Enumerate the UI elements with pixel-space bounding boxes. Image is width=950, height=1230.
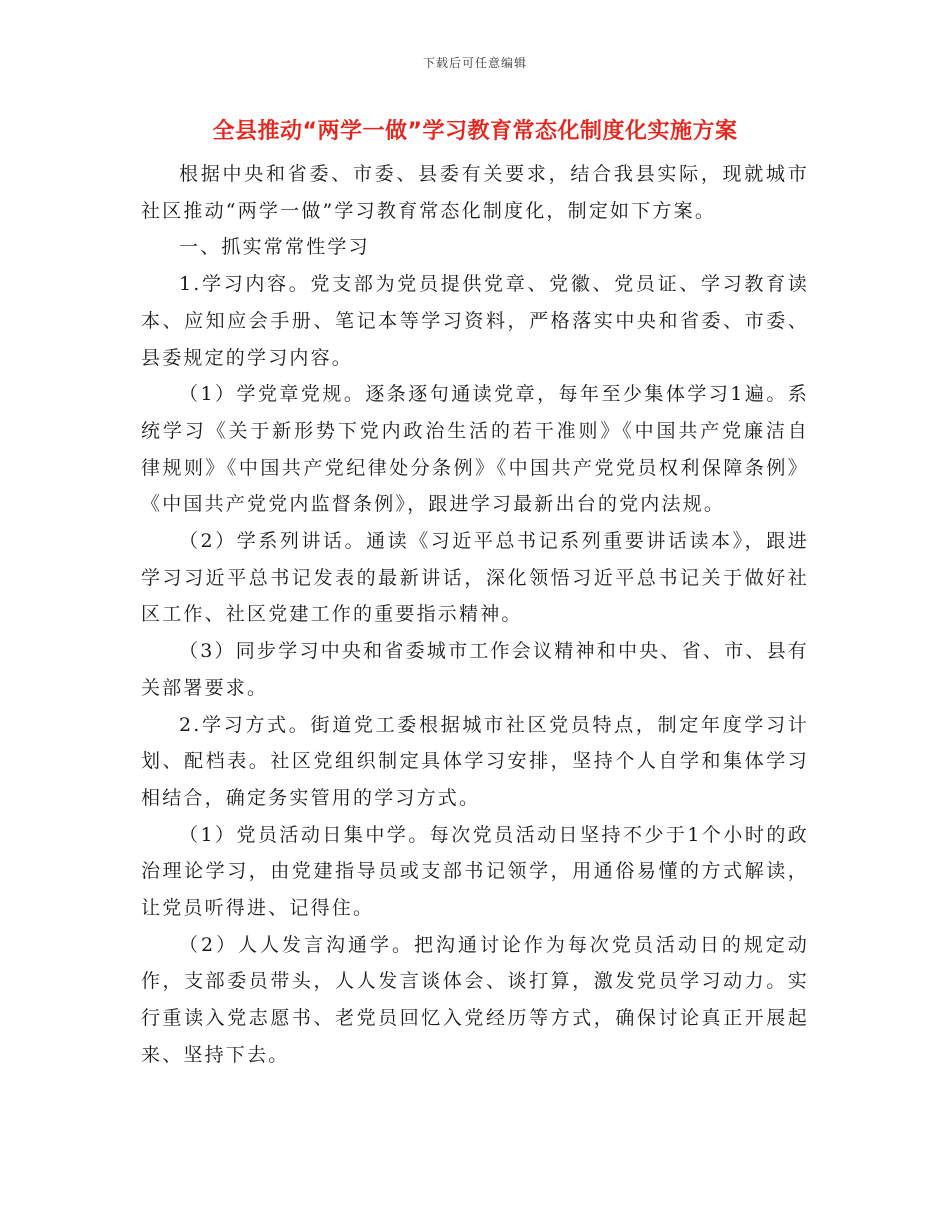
header-note: 下载后可任意编辑 <box>422 56 527 70</box>
paragraph-study-method: 2.学习方式。街道党工委根据城市社区党员特点，制定年度学习计划、配档表。社区党组织制定具体学习安排，坚持个人自学和集体学习相结合，确定务实管用的学习方式。 <box>141 713 809 809</box>
document-title: 全县推动“两学一做”学习教育常态化制度化实施方案 <box>212 119 738 144</box>
document-body <box>141 156 809 1074</box>
section-heading-1: 一、抓实常常性学习 <box>179 236 370 259</box>
paragraph-intro: 根据中央和省委、市委、县委有关要求，结合我县实际，现就城市社区推动“两学一做”学习教育常态化制度化，制定如下方案。 <box>141 163 809 222</box>
paragraph-party-rules: （1）学党章党规。逐条逐句通读党章，每年至少集体学习1遍。系统学习《关于新形势下党内政治生活的若干准则》《中国共产党廉洁自律规则》《中国共产党纪律处分条例》《中国共产党党员权利保障条例》《中国共产党党内监督条例》，跟进学习最新出台的党内法规。 <box>141 383 809 516</box>
paragraph-discussion: （2）人人发言沟通学。把沟通讨论作为每次党员活动日的规定动作，支部委员带头，人人发言谈体会、谈打算，激发党员学习动力。实行重读入党志愿书、老党员回忆入党经历等方式，确保讨论真正开展起来、坚持下去。 <box>141 933 809 1066</box>
paragraph-study-content: 1.学习内容。党支部为党员提供党章、党徽、党员证、学习教育读本、应知应会手册、笔记本等学习资料，严格落实中央和省委、市委、县委规定的学习内容。 <box>141 273 809 369</box>
paragraph-activity-day: （1）党员活动日集中学。每次党员活动日坚持不少于1个小时的政治理论学习，由党建指导员或支部书记领学，用通俗易懂的方式解读，让党员听得进、记得住。 <box>141 823 809 920</box>
paragraph-speeches: （2）学系列讲话。通读《习近平总书记系列重要讲话读本》，跟进学习习近平总书记发表的最新讲话，深化领悟习近平总书记关于做好社区工作、社区党建工作的重要指示精神。 <box>141 530 809 626</box>
paragraph-conference-spirit: （3）同步学习中央和省委城市工作会议精神和中央、省、市、县有关部署要求。 <box>141 640 809 699</box>
